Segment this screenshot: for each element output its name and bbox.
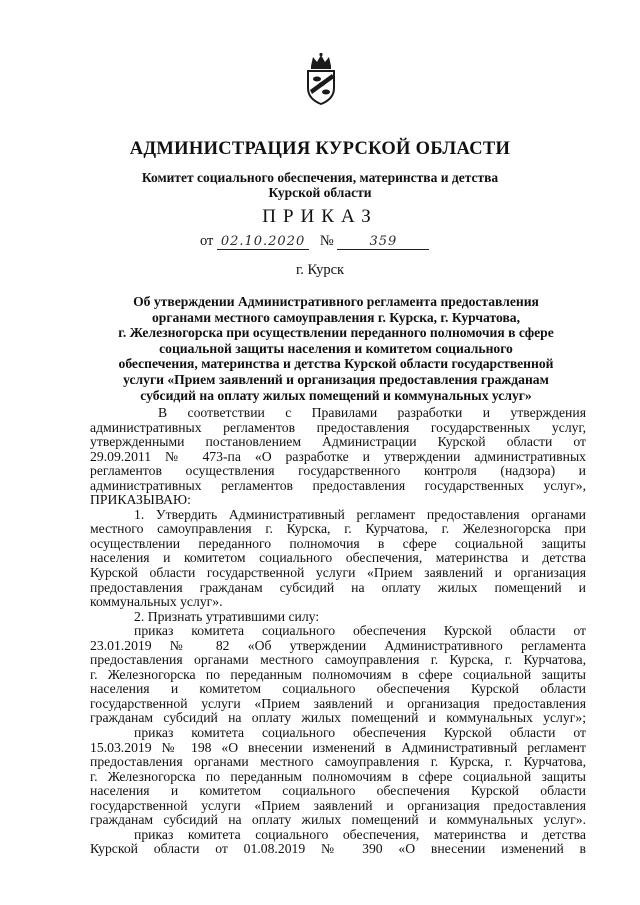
title-line: обеспечения, материнства и детства Курской области государственной bbox=[118, 356, 554, 372]
body-line: приказ комитета социального обеспечения Курской области от bbox=[134, 624, 586, 639]
title-line: социальной защиты населения и комитетом социального bbox=[159, 340, 513, 356]
committee-line-2: Курской области bbox=[268, 185, 372, 200]
body-line: осуществлении переданного полномочия в сфере социальной защиты bbox=[90, 536, 586, 551]
body-line: г. Железногорска по переданным полномочиям в сфере социальной защиты bbox=[90, 769, 586, 784]
city: г. Курск bbox=[295, 262, 345, 278]
body-line: предоставления органами местного самоуправления г. Курска, г. Курчатова, bbox=[90, 653, 586, 668]
body-line: предоставления гражданам субсидий на оплату жилых помещений и bbox=[90, 580, 586, 595]
body-line: предоставления органами местного самоуправления г. Курска, г. Курчатова, bbox=[90, 755, 586, 770]
document-type: ПРИКАЗ bbox=[262, 206, 378, 227]
title-line: субсидий на оплату жилых помещений и коммунальных услуг» bbox=[140, 387, 532, 403]
body-line: 23.01.2019 № 82 «Об утверждении Административного регламента bbox=[90, 638, 586, 653]
body-line: административных регламентов предоставления государственных услуг», bbox=[90, 478, 586, 493]
body-line: регламентов осуществления государственного контроля (надзора) и bbox=[90, 464, 586, 479]
body-line: местного самоуправления г. Курска, г. Курчатова, г. Железногорска при bbox=[90, 522, 586, 537]
body-line: 15.03.2019 № 198 «О внесении изменений в Административный регламент bbox=[90, 740, 586, 755]
title-line: услуги «Прием заявлений и организация предоставления гражданам bbox=[123, 371, 549, 387]
date-number-line bbox=[200, 233, 429, 250]
number-prefix: № bbox=[319, 233, 334, 249]
body-line: гражданам субсидий на оплату жилых помещений и коммунальных услуг»; bbox=[90, 711, 586, 726]
administration-title: АДМИНИСТРАЦИЯ КУРСКОЙ ОБЛАСТИ bbox=[129, 139, 511, 159]
title-line: органами местного самоуправления г. Курска, г. Курчатова, bbox=[152, 309, 520, 325]
body-line: государственной услуги «Прием заявлений и организация предоставления bbox=[90, 696, 586, 711]
body-line: 2. Признать утратившими силу: bbox=[134, 608, 320, 624]
body-line: гражданам субсидий на оплату жилых помещений и коммунальных услуг». bbox=[90, 813, 586, 828]
handwritten-date: 02.10.2020 bbox=[217, 234, 309, 250]
body-line: приказ комитета социального обеспечения Курской области от bbox=[134, 726, 586, 741]
kursk-coat-of-arms-icon bbox=[301, 52, 341, 106]
body-line: утвержденными постановлением Администрации Курской области от bbox=[90, 435, 586, 450]
handwritten-number: 359 bbox=[337, 234, 429, 250]
body-line: населения и комитетом социального обеспечения Курской области bbox=[90, 784, 586, 799]
body-line: В соответствии с Правилами разработки и утверждения bbox=[158, 406, 586, 420]
order-body bbox=[90, 406, 586, 857]
body-line: государственной услуги «Прием заявлений и организация предоставления bbox=[90, 798, 586, 813]
title-line: Об утверждении Административного регламента предоставления bbox=[133, 294, 539, 309]
body-line: Курской области государственной услуги «Прием заявлений и организация bbox=[90, 566, 586, 581]
body-line: 1. Утвердить Административный регламент предоставления органами bbox=[134, 507, 586, 522]
body-line: ПРИКАЗЫВАЮ: bbox=[90, 492, 191, 508]
body-line: 29.09.2011 № 473-па «О разработке и утверждении административных bbox=[90, 449, 586, 464]
body-line: административных регламентов предоставления государственных услуг, bbox=[90, 420, 586, 435]
date-prefix: от bbox=[200, 233, 214, 249]
body-line: Курской области от 01.08.2019 № 390 «О внесении изменений в bbox=[90, 842, 586, 857]
body-line: г. Железногорска по переданным полномочиям в сфере социальной защиты bbox=[90, 667, 586, 682]
body-line: населения и комитетом социального обеспечения Курской области bbox=[90, 682, 586, 697]
committee-line-1: Комитет социального обеспечения, материнства и детства bbox=[141, 170, 499, 185]
body-line: населения и комитетом социального обеспечения, материнства и детства bbox=[90, 551, 586, 566]
committee-name bbox=[60, 170, 580, 200]
body-line: коммунальных услуг». bbox=[90, 594, 223, 610]
title-line: г. Железногорска при осуществлении переданного полномочия в сфере bbox=[118, 325, 554, 341]
order-title bbox=[86, 294, 586, 403]
body-line: приказ комитета социального обеспечения, материнства и детства bbox=[134, 827, 586, 842]
